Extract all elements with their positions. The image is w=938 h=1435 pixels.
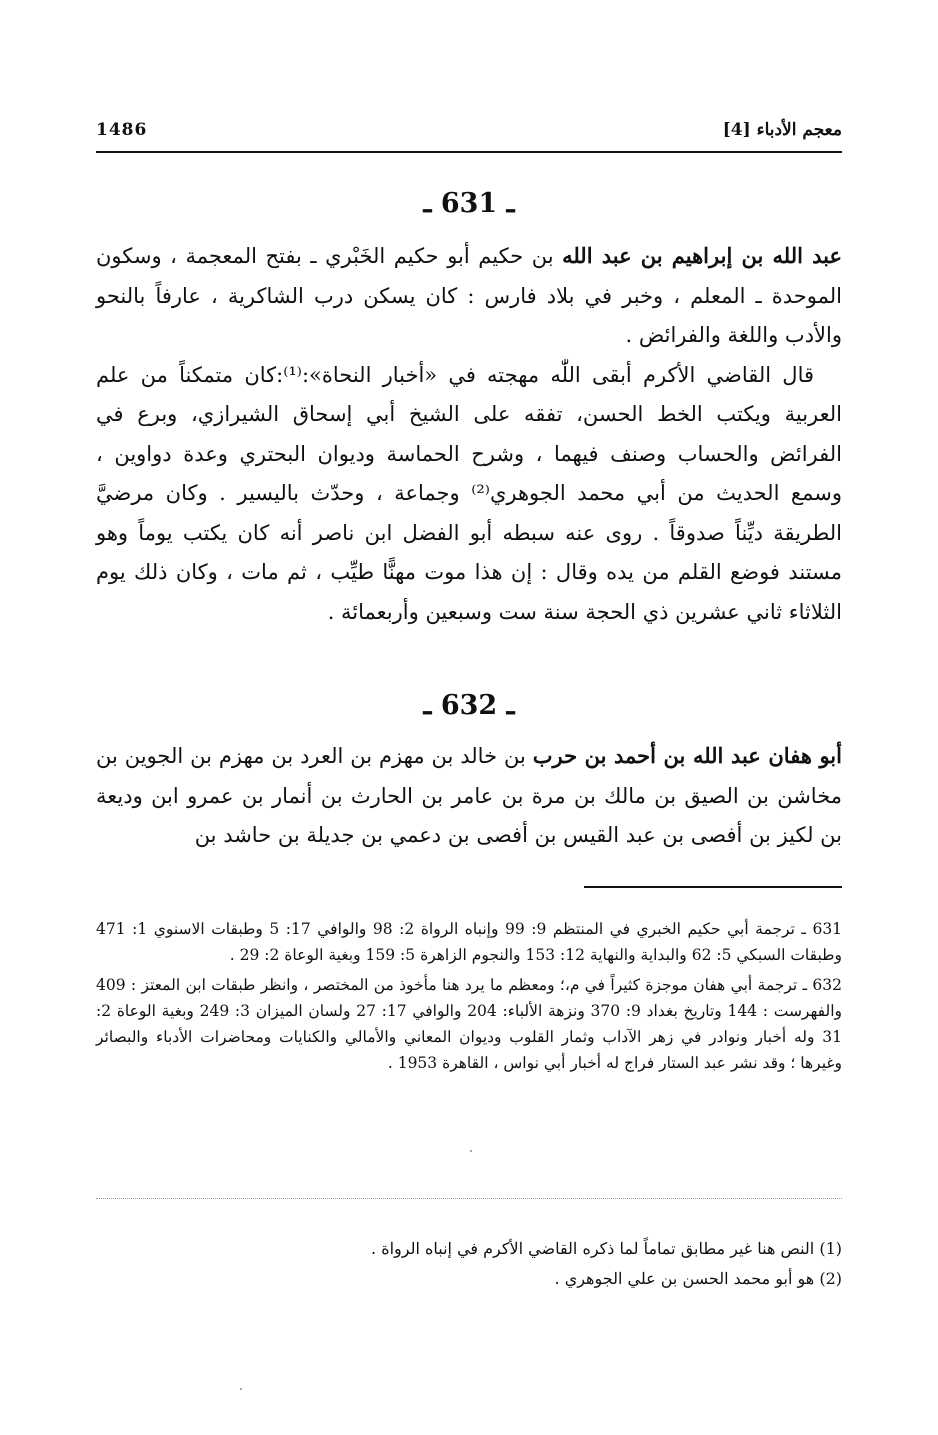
entry-631-paragraph-1 xyxy=(96,236,842,356)
sources-block xyxy=(96,916,842,1080)
footnote-1: (1) النص هنا غير مطابق تماماً لما ذكره القاضي الأكرم في إنباه الرواة . xyxy=(371,1239,842,1258)
footnotes xyxy=(96,1234,842,1294)
entry-631-paragraph-2: قال القاضي الأكرم أبقى اللّٰه مهجته في «أخبار النحاة»:⁽¹⁾:كان متمكناً من علم العربية ويكتب الخط الحسن، تفقه على الشيخ أبي إسحاق الشيرازي، وبرع في الفرائض والحساب وصنف فيهما ، وشرح الحماسة وديوان البحتري وعدة دواوين ، وسمع الحديث من أبي محمد الجوهري⁽²⁾ وجماعة ، وحدّث باليسير . وكان مرضيَّ الطريقة ديِّناً صدوقاً . روى عنه سبطه أبو الفضل ابن ناصر أنه كان يكتب يوماً وهو مستند فوضع القلم من يده وقال : إن هذا موت مهنًّا طيِّب ، ثم مات ، وكان ذلك يوم الثلاثاء ثاني عشرين ذي الحجة سنة ست وسبعين وأربعمائة . xyxy=(96,362,842,624)
entry-number-631: ـ 631 ـ xyxy=(423,188,515,219)
source-note-632: 632 ـ ترجمة أبي هفان موجزة كثيراً في م،؛ ومعظم ما يرد هنا مأخوذ من المختصر ، وانظر طبقات ابن المعتز : 409 والفهرست : 144 وتاريخ بغداد 9: 370 ونزهة الألباء: 204 والوافي 17: 27 ولسان الميزان 3: 249 وبغية الوعاة 2: 31 وله أخبار ونوادر في زهر الآداب وثمار القلوب وديوان المعاني والأمالي والكنايات ومحاضرات الأدباء والبصائر وغيرها ؛ وقد نشر عبد الستار فراج له أخبار أبي نواس ، القاهرة 1953 . xyxy=(96,976,842,1072)
footnote-2: (2) هو أبو محمد الحسن بن علي الجوهري . xyxy=(554,1269,842,1288)
header-rule xyxy=(96,151,842,153)
entry-632-intro: بن خالد بن مهزم بن العرد بن مهزم بن الجوين بن مخاشن بن الصيق بن مالك بن مرة بن عامر بن الحارث بن أنمار بن عمرو ابن وديعة بن لكيز بن أفصى بن عبد القيس بن أفصى بن دعمي بن جديلة بن حاشد بن xyxy=(96,744,842,847)
scan-speck xyxy=(240,1388,242,1390)
page-header xyxy=(96,116,842,146)
running-title: معجم الأدباء [4] xyxy=(722,120,842,140)
scan-speck xyxy=(470,1150,472,1152)
entry-number-632: ـ 632 ـ xyxy=(423,690,515,721)
dotted-divider xyxy=(96,1198,842,1199)
entry-631-intro: بن حكيم أبو حكيم الخَبْري ـ بفتح المعجمة ، وسكون الموحدة ـ المعلم ، وخبر في بلاد فارس : كان يسكن درب الشاكرية ، عارفاً بالنحو والأدب واللغة والفرائض . xyxy=(96,244,842,347)
source-note-631: 631 ـ ترجمة أبي حكيم الخبري في المنتظم 9: 99 وإنباه الرواة 2: 98 والوافي 17: 5 وطبقات الاسنوي 1: 471 وطبقات السبكي 5: 62 والبداية والنهاية 12: 153 والنجوم الزاهرة 5: 159 وبغية الوعاة 2: 29 . xyxy=(96,920,843,964)
entry-632-paragraph-1 xyxy=(96,736,842,856)
entry-631-body xyxy=(96,236,842,632)
page-number: 1486 xyxy=(96,120,148,140)
entry-632-body xyxy=(96,736,842,856)
footnote-separator xyxy=(584,886,842,888)
entry-631-name: عبد الله بن إبراهيم بن عبد الله xyxy=(562,243,842,268)
entry-632-name: أبو هفان عبد الله بن أحمد بن حرب xyxy=(532,743,842,768)
